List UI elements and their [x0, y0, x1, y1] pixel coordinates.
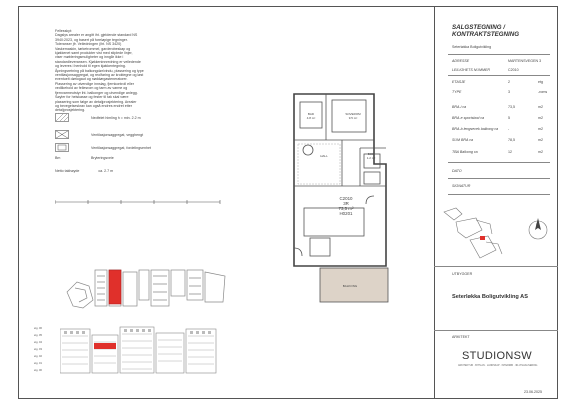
note-line: kjøkkenet samt produkter vist med stiplede linjer, — [55, 51, 133, 56]
prop-unit: m2 — [538, 138, 543, 142]
divider — [448, 162, 550, 163]
level-label: etg. 04 — [34, 341, 42, 344]
prop-value: 12 — [508, 150, 512, 154]
elevation-levels — [34, 327, 58, 375]
prop-label: ETASJE — [452, 80, 466, 84]
room-name: BAD — [307, 112, 315, 116]
note-line: Toleranser jfr. Veiledningen (iht. NS 3420) — [55, 42, 122, 47]
room-name: HALL — [320, 154, 328, 158]
prop-label: TBA Balkong ca — [452, 150, 478, 154]
legend-item-vent-unit — [55, 143, 151, 152]
room-area: 1.2 m² — [366, 156, 376, 160]
divider — [448, 75, 550, 76]
divider — [434, 330, 558, 331]
legend-item-vent-wall — [55, 130, 143, 139]
architect-logo: STUDIONSW — [462, 350, 532, 362]
developer-name: Seterløkka Boligutvikling AS — [452, 294, 528, 300]
prop-value: 5 — [508, 116, 510, 120]
note-line: detaljprosjektering. — [55, 108, 86, 113]
prop-label: ADRESSE — [452, 59, 470, 63]
architect-heading: ARKITEKT — [452, 335, 470, 339]
legend-item-switch — [55, 156, 114, 160]
note-line: Fellesskyt: — [55, 29, 72, 33]
site-orientation-plan — [436, 200, 556, 266]
divider — [448, 178, 550, 179]
note-line: Søyler for heiskasse og fester til tak skal være — [55, 95, 129, 100]
scale-bar — [55, 198, 225, 210]
highlighted-unit — [109, 270, 121, 304]
prop-unit: m2 — [538, 116, 543, 120]
sheet-date: 23.06.2025 — [524, 390, 542, 394]
room-name: BOD — [367, 152, 375, 156]
legend-label: ca. 2.7 m — [98, 169, 114, 173]
note-line: og leveres i henhold til egen kjøkkentegning. — [55, 64, 126, 69]
highlighted-floor — [94, 343, 116, 349]
room-label-bath — [298, 112, 324, 120]
north-label: N — [536, 222, 539, 227]
room-area: 4.8 m² — [306, 116, 316, 120]
note-line: plassering som følge av detaljprosjektering. Arealer — [55, 99, 137, 104]
sheet-title-line: SALGSTEGNING / — [452, 24, 505, 31]
note-line: vedlikehold av fellesrom og tarm av varme og — [55, 86, 128, 91]
signature-label: SIGNATUR — [452, 184, 471, 188]
general-notes — [55, 29, 225, 113]
note-line: viser møbleringsmuligheter og inngår ikke i — [55, 55, 124, 60]
prop-unit: etg — [538, 80, 543, 84]
developer-heading: UTBYGGER — [452, 272, 473, 276]
prop-value: 73,5 — [508, 105, 515, 109]
switch-symbol-icon: Bm — [55, 156, 61, 160]
unit-area: 73,5 m² — [338, 206, 354, 211]
divider — [448, 54, 550, 55]
prop-label: BRA-e sportsbod ca — [452, 116, 485, 120]
legend-item-height — [55, 169, 113, 173]
unit-id: H0201 — [339, 211, 353, 216]
key-plan — [65, 262, 230, 322]
room-label-bedroom — [336, 112, 370, 120]
legend-label: Nedfelet himling h = min. 2.2 m — [91, 115, 141, 120]
prop-label: BRA-i ca — [452, 105, 467, 109]
ventilation-wall-icon — [55, 130, 69, 139]
prop-value: 3 — [508, 90, 510, 94]
legend-label: Bryteringsveie — [91, 156, 114, 160]
note-line: standardleveransen. Kjøkkeninnredning er veiledende — [55, 59, 141, 64]
prop-unit: -roms — [538, 90, 548, 94]
legend-symbol-text: Netto takhøyde — [55, 169, 80, 173]
prop-unit: m2 — [538, 105, 543, 109]
note-line: 3940:2023, og basert på foreløpige tegninger. — [55, 37, 128, 42]
sheet-title-line: KONTRAKTSTEGNING — [452, 31, 520, 38]
prop-unit: m2 — [538, 150, 543, 154]
unit-type: 3R — [343, 201, 349, 206]
level-label: etg. 05 — [34, 334, 42, 337]
prop-label: SUM BRA ca — [452, 138, 474, 142]
project-subtitle: Seterløkka Boligutvikling — [452, 45, 492, 49]
ventilation-unit-icon — [55, 143, 69, 152]
prop-value: - — [508, 127, 510, 131]
level-label: etg. 00 — [34, 369, 42, 372]
unit-label — [328, 196, 364, 216]
room-label-storage — [360, 152, 382, 160]
room-name: SOVEROM — [345, 112, 361, 116]
note-line: fjernvarmeutstyr iht. balkonger og utvendige anlegg. — [55, 90, 138, 95]
unit-code: C2010 — [339, 196, 353, 201]
hatch-symbol-icon — [55, 113, 69, 122]
divider — [434, 266, 558, 267]
prop-value: 78,5 — [508, 138, 515, 142]
note-line: eventuelt dørlogaut og nøddørgasteneratorer. — [55, 77, 128, 82]
note-line: Åpningsretning på balkongdør/vindu, plassering og type — [55, 68, 144, 73]
level-label: etg. 02 — [34, 355, 42, 358]
note-line: og bevegelseskrav kan også endres endret etter — [55, 103, 132, 108]
prop-label: LEILIGHETS NUMMER — [452, 68, 490, 72]
prop-value: 2 — [508, 80, 510, 84]
balcony-label: BALKONG — [342, 284, 358, 288]
room-label-hall — [310, 154, 338, 158]
sheet-title — [452, 24, 519, 38]
prop-unit: m2 — [538, 127, 543, 131]
legend-label: Ventilasjonsaggregat, vegghengt — [91, 132, 144, 137]
level-label: etg. 03 — [34, 348, 42, 351]
architect-tagline: ARKITEKTUR · BYPLAN · LANDSKAP · INTERIØR · 3D-VISUALISERING — [458, 364, 538, 367]
prop-value: C2010 — [508, 68, 519, 72]
note-line: Vaskemaskin, tørketrommel, garderobeskap og — [55, 46, 131, 51]
date-label: DATO — [452, 169, 462, 173]
area-table — [452, 80, 552, 160]
divider — [448, 194, 550, 195]
prop-value: MARTENSVEGEN 3 — [508, 59, 542, 63]
legend-label: Ventilasjonsaggregat, fordelingsenhet — [91, 145, 151, 150]
note-line: ventilasjonsaggregat, og reolfaring av kroktegne og løst — [55, 73, 144, 78]
level-label: etg. 06 — [34, 327, 42, 330]
building-elevation — [60, 325, 220, 375]
level-label: etg. 01 — [34, 362, 42, 365]
prop-label: TYPE — [452, 90, 462, 94]
note-line: Dagslys arealer er angitt iht. gjeldende standard NS — [55, 33, 138, 38]
prop-label: BRA-b lengsevek balkong ca — [452, 127, 499, 131]
note-line: Plassering av utvendige innslag, fjernkontroll eller — [55, 81, 134, 86]
legend-item-ceiling — [55, 113, 141, 122]
room-area: 9.5 m² — [348, 116, 358, 120]
